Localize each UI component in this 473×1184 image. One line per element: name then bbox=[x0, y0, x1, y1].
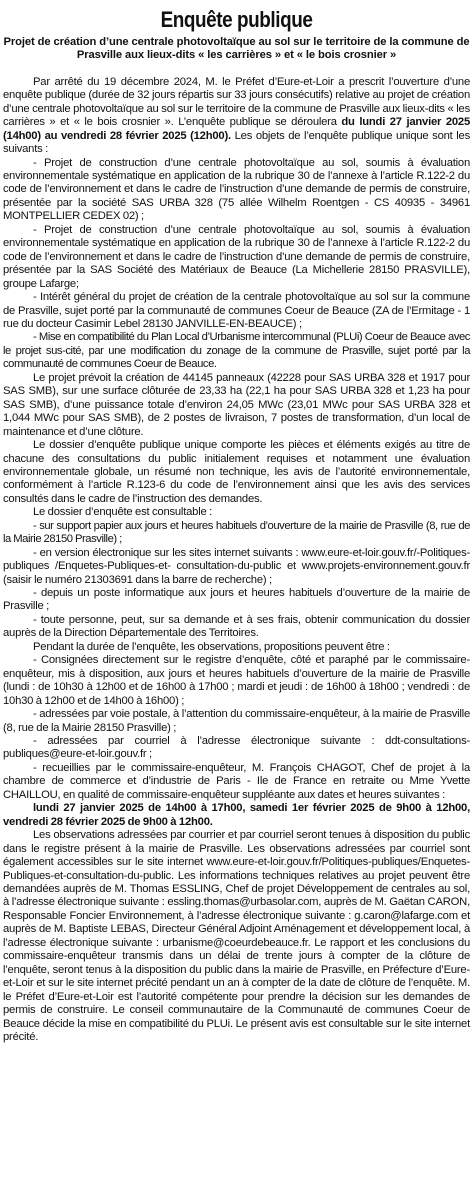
observation-item: - recueillies par le commissaire-enquêteur, M. François CHAGOT, Chef de projet à la chambre de commerce et d’industrie de Paris - Ile de France en retraite ou Mme Yvette CHAILLOU, en qualité de commissaire-enquêteur suppléante aux dates et heures suivantes : bbox=[3, 761, 470, 801]
consult-item: - toute personne, peut, sur sa demande et à ses frais, obtenir communication du dossier auprès de la Direction Départementale des Territoires. bbox=[3, 613, 470, 640]
final-paragraph: Les observations adressées par courrier et par courriel seront tenues à disposition du public dans le registre présent à la mairie de Prasville. Les observations adressées par courriel sont également accessibles sur le site internet www.eure-et-loir.gouv.fr/Politiques-publiques/Enquetes-Publiques-et-consultation-du-public. Les informations techniques relatives au projet peuvent être demandées auprès de M. Thomas ESSLING, Chef de projet Développement de centrales au sol, à l’adresse électronique suivante : essling.thomas@urbasolar.com, auprès de M. Gaëtan CARON, Responsable Foncier Environnement, à l’adresse électronique suivante : g.caron@lafarge.com et auprès de M. Baptiste LEBAS, Directeur Général Adjoint Aménagement et développement local, à l’adresse électronique suivante : urbanisme@coeurdebeauce.fr. Le rapport et les conclusions du commissaire-enquêteur transmis dans un délai de trente jours à compter de la clôture de l’enquête, seront tenus à la disposition du public dans la mairie de Prasville, en Préfecture d’Eure- et-Loir et sur le site internet précité pendant un an à compter de la date de clôture de l’enquête. M. le Préfet d’Eure-et-Loir est l’autorité compétente pour prendre la décision sur les demandes de permis de construire. Le conseil communautaire de la Communauté de communes Coeur de Beauce décide la mise en compatibilité du PLUi. Le présent avis est consultable sur le site internet précité. bbox=[3, 829, 470, 1043]
observation-item: - adressées par courriel à l’adresse électronique suivante : ddt-consultations-publiques@eure-et-loir.gouv.fr ; bbox=[3, 735, 470, 761]
object-item: - Projet de construction d’une centrale photovoltaïque au sol, soumis à évaluation environnementale systématique en application de la rubrique 30 de l’annexe à l’article R.122-2 du code de l’environnement et dans le cadre de l’instruction d’une demande de permis de construire, présentée par la SAS Société des Matériaux de Beauce (La Michellerie 28150 PRASVILLE), groupe Lafarge; bbox=[3, 223, 470, 290]
consult-item: - en version électronique sur les sites internet suivants : www.eure-et-loir.gouv.fr/-Politiques-publiques /Enquetes-Publiques-et- consultation-du-public et www.projets-environnement.gouv.fr (saisir le numéro 21303691 dans la barre de recherche) ; bbox=[3, 546, 470, 586]
project-paragraph: Le projet prévoit la création de 44145 panneaux (42228 pour SAS URBA 328 et 1917 pour SAS SMB), sur une surface clôturée de 23,33 ha (22,1 ha pour SAS URBA 328 et 1,23 ha pour SAS SMB), d’une puissance totale d’environ 24,05 MWc (23,01 MWc pour SAS URBA 328 et 1,044 MWc pour SAS SMB), de 2 postes de livraison, 7 postes de transformation, d’un local de maintenance et d’une clôture. bbox=[3, 371, 470, 438]
notice-title: Enquête publique bbox=[160, 7, 313, 32]
intro-text: Par arrêté du 19 décembre 2024, M. le Préfet d’Eure-et-Loir a prescrit l’ouverture d’une enquête publique (durée de 32 jours répartis sur 33 jours consécutifs) relative au projet de création d’une centrale photovoltaïque au sol sur le territoire de la commune de Prasville aux lieux-dits « les carrières » et « le bois crosnier ». L’enquête publique se déroulera bbox=[3, 75, 470, 129]
permanence-dates bbox=[3, 802, 470, 829]
enquiry-dates: du lundi 27 janvier 2025 (14h00) au vendredi 28 février 2025 (12h00). bbox=[3, 116, 470, 142]
observations-intro: Pendant la durée de l’enquête, les observations, propositions peuvent être : bbox=[33, 640, 390, 653]
consult-item: - depuis un poste informatique aux jours et heures habituels d’ouverture de la mairie de Prasville ; bbox=[3, 587, 470, 613]
consult-item: - sur support papier aux jours et heures habituels d’ouverture de la mairie de Prasville (8, rue de la Mairie 28150 Prasville) ; bbox=[3, 519, 470, 546]
intro-paragraph bbox=[3, 76, 470, 157]
observation-item: - Consignées directement sur le registre d’enquête, côté et paraphé par le commissaire-enquêteur, mis à disposition, aux jours et heures habituels d’ouverture de la mairie de Prasville (lundi : de 10h30 à 12h00 et de 16h00 à 17h00 ; mardi et jeudi : de 16h00 à 18h00 ; vendredi : de 10h30 à 12h00 et de 14h00 à 16h00) ; bbox=[3, 654, 470, 707]
notice-subtitle: Projet de création d’une centrale photovoltaïque au sol sur le territoire de la commune de Prasville aux lieux-dits « les carrières » et « le bois crosnier » bbox=[3, 36, 470, 62]
observation-item: - adressées par voie postale, à l’attention du commissaire-enquêteur, à la mairie de Prasville (8, rue de la Mairie 28150 Prasville) ; bbox=[3, 708, 470, 734]
dossier-paragraph: Le dossier d’enquête publique unique comporte les pièces et éléments exigés au titre de chacune des consultations du public initialement requises et notamment une évaluation environnementale globale, un résumé non technique, les avis de l’autorité environnementale, conformément à l’article R.123-6 du code de l’environnement ainsi que les avis des services consultés dans le cadre de l’instruction des demandes. bbox=[3, 439, 470, 505]
consult-intro: Le dossier d’enquête est consultable : bbox=[33, 506, 213, 519]
object-item: - Intérêt général du projet de création de la centrale photovoltaïque au sol sur la commune de Prasville, sujet porté par la communauté de communes Coeur de Beauce (ZA de l’Ermitage - 1 rue du docteur Casimir Lebel 28130 JANVILLE-EN-BEAUCE) ; bbox=[3, 291, 470, 330]
intro-text-end: Les objets de l’enquête publique unique sont les suivants : bbox=[3, 129, 471, 156]
notice-body bbox=[3, 76, 470, 1045]
permanence-dates-text: lundi 27 janvier 2025 de 14h00 à 17h00, samedi 1er février 2025 de 9h00 à 12h00, vendredi 28 février 2025 de 9h00 à 12h00. bbox=[3, 802, 470, 828]
object-item: - Projet de construction d’une centrale photovoltaïque au sol, soumis à évaluation environnementale systématique en application de la rubrique 30 de l’annexe à l’article R.122-2 du code de l’environnement et dans le cadre de l’instruction d’une demande de permis de construire, présentée par la société SAS URBA 328 (75 allée Wilhelm Roentgen - CS 40935 - 34961 MONTPELLIER CEDEX 02) ; bbox=[3, 156, 470, 223]
object-item: - Mise en compatibilité du Plan Local d’Urbanisme intercommunal (PLUi) Coeur de Beauce avec le projet sus-cité, par une modification du zonage de la commune de Prasville, sujet porté par la communauté de communes Coeur de Beauce. bbox=[3, 331, 470, 371]
